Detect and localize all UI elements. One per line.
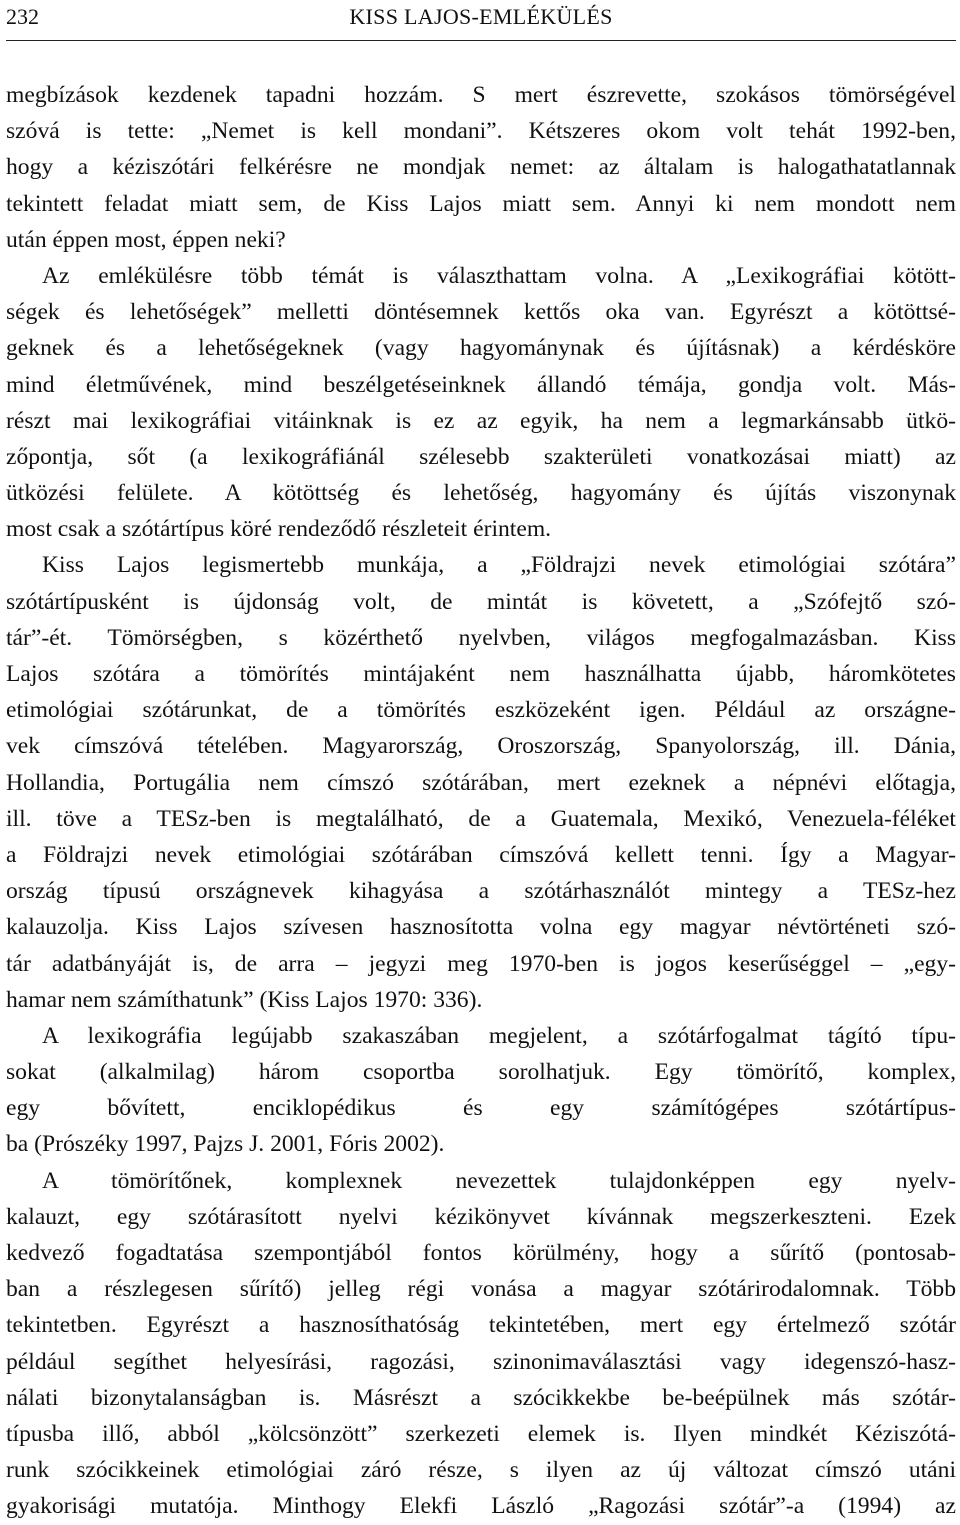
text-line: ütközési felülete. A kötöttség és lehetőség, hagyomány és újítás viszonynak	[6, 480, 956, 507]
text-line: ban a részlegesen sűrítő) jelleg régi vonása a magyar szótárirodalomnak. Több	[6, 1276, 956, 1303]
text-line: kalauzolja. Kiss Lajos szívesen hasznosította volna egy magyar névtörténeti szó-	[6, 914, 956, 941]
text-line: ba (Prószéky 1997, Pajzs J. 2001, Fóris 2002).	[6, 1131, 445, 1158]
text-line: A tömörítőnek, komplexnek nevezettek tulajdonképpen egy nyelv-	[42, 1167, 956, 1194]
text-line: kalauzt, egy szótárasított nyelvi kézikönyvet kívánnak megszerkeszteni. Ezek	[6, 1203, 956, 1230]
text-line: szótártípusként is újdonság volt, de mintát is követett, a „Szófejtő szó-	[6, 588, 956, 615]
text-line: nálati bizonytalanságban is. Másrészt a szócikkekbe be-beépülnek más szótár-	[6, 1384, 956, 1411]
text-line: hamar nem számíthatunk” (Kiss Lajos 1970: 336).	[6, 986, 483, 1013]
text-line: gyakorisági mutatója. Minthogy Elekfi László „Ragozási szótár”-a (1994) az	[6, 1493, 956, 1520]
text-line: a Földrajzi nevek etimológiai szótárában címszóvá kellett tenni. Így a Magyar-	[6, 841, 956, 868]
text-line: sokat (alkalmilag) három csoportba sorolhatjuk. Egy tömörítő, komplex,	[6, 1059, 956, 1086]
text-line: tár adatbányáját is, de arra – jegyzi meg 1970-ben is jogos keserűséggel – „egy-	[6, 950, 956, 977]
text-line: mind életművének, mind beszélgetéseinknek állandó témája, gondja volt. Más-	[6, 371, 956, 398]
text-line: Hollandia, Portugália nem címszó szótárában, mert ezeknek a népnévi előtagja,	[6, 769, 956, 796]
text-line: szóvá is tette: „Nemet is kell mondani”. Kétszeres okom volt tehát 1992-ben,	[6, 118, 956, 145]
text-line: tekintetben. Egyrészt a hasznosíthatóság tekintetében, mert egy értelmező szótár	[6, 1312, 956, 1339]
text-line: Az emlékülésre több témát is választhattam volna. A „Lexikográfiai kötött-	[42, 262, 956, 289]
text-line: runk szócikkeinek etimológiai záró része, s ilyen az új változat címszó utáni	[6, 1457, 956, 1484]
text-line: ill. töve a TESz-ben is megtalálható, de a Guatemala, Mexikó, Venezuela-féléket	[6, 805, 956, 832]
text-line: típusba illő, abból „kölcsönzött” szerkezeti elemek is. Ilyen mindkét Kéziszótá-	[6, 1420, 956, 1447]
text-line: Kiss Lajos legismertebb munkája, a „Földrajzi nevek etimológiai szótára”	[42, 552, 956, 579]
text-line: tár”-ét. Tömörségben, s közérthető nyelvben, világos megfogalmazásban. Kiss	[6, 624, 956, 651]
text-line: ország típusú országnevek kihagyása a szótárhasználót mintegy a TESz-hez	[6, 878, 956, 905]
text-line: kedvező fogadtatása szempontjából fontos körülmény, hogy a sűrítő (pontosab-	[6, 1240, 956, 1266]
text-line: most csak a szótártípus köré rendeződő részleteit érintem.	[6, 516, 552, 543]
body-text	[6, 77, 956, 1525]
text-line: Lajos szótára a tömörítés mintájaként nem használhatta újabb, háromkötetes	[6, 661, 956, 687]
text-line: vek címszóvá tételében. Magyarország, Oroszország, Spanyolország, ill. Dánia,	[6, 733, 956, 760]
page-number: 232	[6, 4, 39, 29]
text-line: geknek és a lehetőségeknek (vagy hagyománynak és újításnak) a kérdésköre	[6, 335, 956, 362]
text-line: megbízások kezdenek tapadni hozzám. S mert észrevette, szokásos tömörségével	[6, 82, 956, 108]
text-line: részt mai lexikográfiai vitáinknak is ez az egyik, ha nem a legmarkánsabb ütkö-	[6, 407, 956, 434]
text-line: ségek és lehetőségek” melletti döntésemnek kettős oka van. Egyrészt a kötöttsé-	[6, 299, 956, 326]
text-line: tekintett feladat miatt sem, de Kiss Lajos miatt sem. Annyi ki nem mondott nem	[6, 190, 956, 217]
text-line: egy bővített, enciklopédikus és egy számítógépes szótártípus-	[6, 1095, 956, 1122]
running-title: KISS LAJOS-EMLÉKÜLÉS	[349, 4, 613, 29]
text-line: hogy a kéziszótári felkérésre ne mondjak nemet: az általam is halogathatatlannak	[6, 154, 956, 181]
text-line: etimológiai szótárunkat, de a tömörítés eszközeként igen. Például az országne-	[6, 697, 956, 724]
text-line: A lexikográfia legújabb szakaszában megjelent, a szótárfogalmat tágító típu-	[42, 1022, 956, 1049]
text-line: például segíthet helyesírási, ragozási, szinonimaválasztási vagy idegenszó-hasz-	[6, 1348, 956, 1375]
text-line: után éppen most, éppen neki?	[6, 226, 286, 253]
text-line: zőpontja, sőt (a lexikográfiánál szélesebb szakterületi vonatkozásai miatt) az	[6, 443, 956, 470]
page-header	[6, 0, 956, 41]
